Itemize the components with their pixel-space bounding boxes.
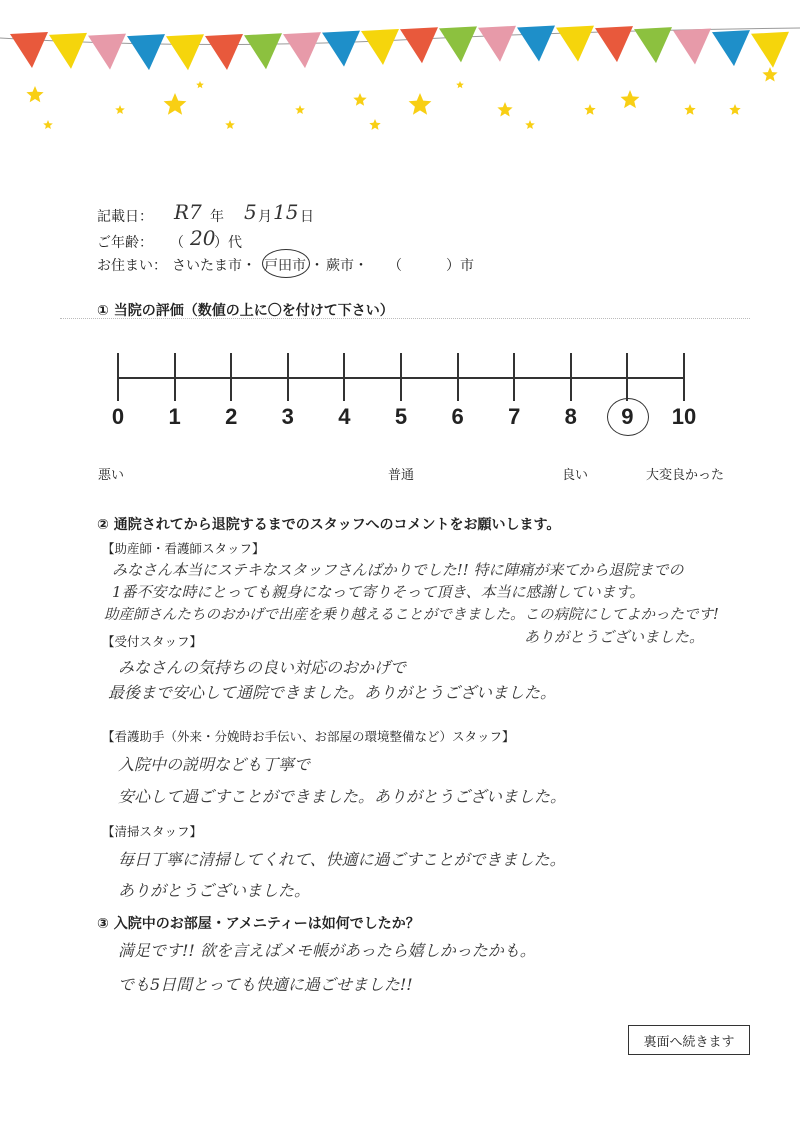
bunting-flag xyxy=(166,34,204,70)
scale-number-0: 0 xyxy=(111,404,125,429)
reception-line-1: みなさんの気持ちの良い対応のおかげで xyxy=(118,658,407,677)
city-toda-circle xyxy=(262,249,310,278)
scale-tick-7 xyxy=(513,353,515,401)
scale-number-1: 1 xyxy=(168,404,181,429)
scale-number-8: 8 xyxy=(564,404,577,429)
scale-word-normal: 普通 xyxy=(388,468,415,483)
date-month-unit: 月 xyxy=(258,209,272,225)
city-other-close: ）市 xyxy=(446,258,474,274)
bunting-flag xyxy=(322,31,360,67)
city-toda: 戸田市 xyxy=(264,258,306,274)
q1-heading: ① 当院の評価（数値の上に〇を付けて下さい） xyxy=(97,303,394,319)
star-icon xyxy=(409,93,432,115)
cleaning-line-1: 毎日丁寧に清掃してくれて、快適に過ごすことができました。 xyxy=(118,850,566,869)
date-day: 15 xyxy=(273,200,299,224)
scale-number-2: 2 xyxy=(225,404,238,429)
scale-tick-2 xyxy=(230,353,232,401)
midwife-label: 【助産師・看護師スタッフ】 xyxy=(102,541,265,556)
bunting-flag xyxy=(205,34,243,70)
q1-divider xyxy=(60,318,750,319)
assistant-line-1: 入院中の説明なども丁寧で xyxy=(118,755,311,774)
bunting-flag xyxy=(478,26,516,62)
city-sep: ・ xyxy=(310,258,324,274)
scale-tick-8 xyxy=(570,353,572,401)
scale-tick-10 xyxy=(683,353,685,401)
star-icon xyxy=(115,105,125,114)
scale-tick-5 xyxy=(400,353,402,401)
star-icon xyxy=(621,90,640,108)
star-icon xyxy=(196,81,204,88)
reception-line-2: 最後まで安心して通院できました。ありがとうございました。 xyxy=(108,683,557,702)
rating-selected-circle xyxy=(607,398,649,436)
city-warabi: 蕨市・ xyxy=(326,258,368,274)
q3-line-1: 満足です!! 欲を言えばメモ帳があったら嬉しかったかも。 xyxy=(118,941,536,960)
scale-tick-4 xyxy=(343,353,345,401)
bunting-flag xyxy=(751,32,789,68)
midwife-line-2: 1番不安な時にとっても親身になって寄りそって頂き、本当に感謝しています。 xyxy=(112,583,645,601)
scale-word-great: 大変良かった xyxy=(646,468,725,483)
bunting-flag xyxy=(556,26,594,62)
bunting-flag xyxy=(517,25,555,61)
bunting-flag xyxy=(712,30,750,66)
scale-word-bad: 悪い xyxy=(98,468,125,483)
star-icon xyxy=(43,120,53,129)
scale-number-10: 10 xyxy=(671,404,697,429)
scale-number-9: 9 xyxy=(621,404,634,429)
star-icon xyxy=(164,93,187,115)
scale-number-4: 4 xyxy=(338,404,351,429)
star-icon xyxy=(225,120,235,129)
date-label: 記載日： xyxy=(97,209,153,225)
star-icon xyxy=(456,81,464,88)
bunting-flag xyxy=(88,34,126,70)
star-icon xyxy=(369,119,380,130)
midwife-line-1: みなさん本当にステキなスタッフさんばかりでした!! 特に陣痛が来てから退院までの xyxy=(112,561,684,579)
star-icon xyxy=(353,93,366,106)
age-label: ご年齢： xyxy=(97,235,153,251)
scale-tick-9 xyxy=(626,353,628,401)
bunting-flag xyxy=(283,32,321,68)
age-close: ）代 xyxy=(214,235,242,251)
bunting-decoration xyxy=(0,0,800,140)
midwife-line-3: 助産師さんたちのおかげで出産を乗り越えることができました。この病院にしてよかったです! xyxy=(104,607,719,623)
city-saitama: さいたま市・ xyxy=(172,258,256,274)
star-icon xyxy=(295,105,305,114)
bunting-flag xyxy=(361,29,399,65)
star-icon xyxy=(525,120,535,129)
assistant-label: 【看護助手（外来・分娩時お手伝い、お部屋の環境整備など）スタッフ】 xyxy=(102,729,515,744)
scale-number-7: 7 xyxy=(508,404,521,429)
age-open: （ xyxy=(170,235,184,251)
assistant-line-2: 安心して過ごすことができました。ありがとうございました。 xyxy=(118,787,567,806)
cleaning-label: 【清掃スタッフ】 xyxy=(102,824,203,839)
date-year-unit: 年 xyxy=(210,209,224,225)
bunting-flag xyxy=(439,26,477,62)
scale-word-good: 良い xyxy=(562,468,589,483)
bunting-flag xyxy=(595,26,633,62)
date-day-unit: 日 xyxy=(300,209,314,225)
scale-tick-6 xyxy=(457,353,459,401)
star-icon xyxy=(762,67,777,82)
midwife-line-4: ありがとうございました。 xyxy=(524,628,705,646)
cleaning-line-2: ありがとうございました。 xyxy=(118,881,311,900)
continue-to-back-label: 裏面へ続きます xyxy=(628,1025,750,1055)
star-icon xyxy=(729,104,740,115)
city-other-open: （ xyxy=(388,258,402,274)
star-icon xyxy=(684,104,695,115)
scale-tick-3 xyxy=(287,353,289,401)
star-icon xyxy=(497,102,512,117)
q2-heading: ② 通院されてから退院するまでのスタッフへのコメントをお願いします。 xyxy=(97,517,561,533)
scale-number-5: 5 xyxy=(394,404,408,429)
date-month: 5 xyxy=(244,200,257,224)
scale-tick-0 xyxy=(117,353,119,401)
age-value: 20 xyxy=(190,226,216,250)
q3-line-2: でも5日間とっても快適に過ごせました!! xyxy=(118,975,413,994)
bunting-flag xyxy=(127,34,165,70)
star-icon xyxy=(26,86,43,102)
bunting-flag xyxy=(634,27,672,63)
bunting-flag xyxy=(10,32,48,68)
bunting-flag xyxy=(673,28,711,64)
star-icon xyxy=(584,104,595,115)
reception-label: 【受付スタッフ】 xyxy=(102,634,203,649)
address-label: お住まい： xyxy=(97,258,167,274)
bunting-flag xyxy=(244,33,282,69)
q3-heading: ③ 入院中のお部屋・アメニティーは如何でしたか？ xyxy=(97,916,420,932)
scale-number-6: 6 xyxy=(451,404,464,429)
bunting-flag xyxy=(400,27,438,63)
scale-number-3: 3 xyxy=(281,404,294,429)
bunting-flag xyxy=(49,33,87,69)
scale-tick-1 xyxy=(174,353,176,401)
date-era: R7 xyxy=(174,200,202,224)
